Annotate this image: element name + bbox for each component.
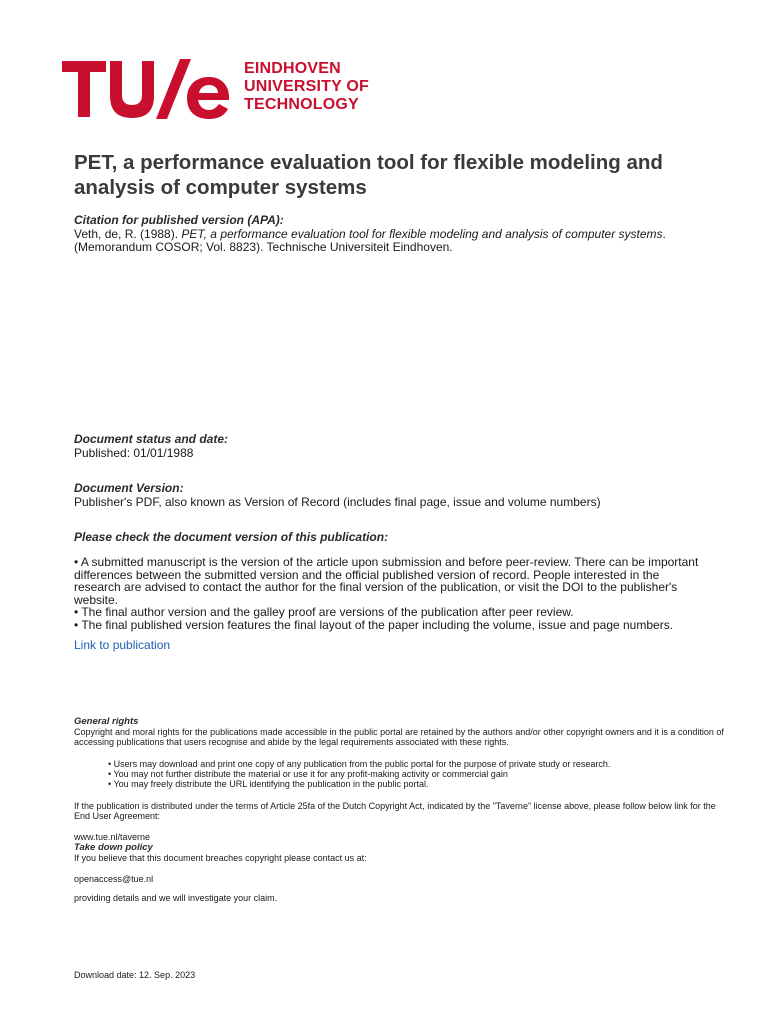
check-section [74,530,699,654]
rights-item-3: • You may freely distribute the URL identifying the publication in the public portal. [108,779,429,789]
check-label: Please check the document version of this publication: [74,530,389,544]
status-value: Published: 01/01/1988 [74,446,194,460]
citation-label: Citation for published version (APA): [74,213,284,227]
citation-line-2: (Memorandum COSOR; Vol. 8823). Technische Universiteit Eindhoven. [74,239,453,254]
check-bullet-2: • The final author version and the galley proof are versions of the publication after peer review. [74,605,574,619]
status-section [74,432,734,460]
version-value: Publisher's PDF, also known as Version of Record (includes final page, issue and volume numbers) [74,495,601,509]
rights-label: General rights [74,716,139,727]
takedown-after: providing details and we will investigate your claim. [74,893,278,903]
rights-text: Copyright and moral rights for the publications made accessible in the public portal are retained by the authors and/or other copyright owners and it is a condition of accessing publications that users recognise and abide by the legal requirements associated with these rights. [74,727,724,747]
tue-logo [62,57,392,121]
check-bullet-1: • A submitted manuscript is the version of the article upon submission and before peer-review. There can be important differences between the submitted version and the official published version of record. People interested in the research are advised to contact the author for the final version of the publication, or visit the DOI to the publisher's website. [74,555,699,607]
takedown-section [74,842,734,903]
citation-text [74,228,734,241]
check-bullet-3: • The final published version features the final layout of the paper including the volume, issue and page numbers. [74,617,674,632]
publication-link[interactable]: Link to publication [74,638,171,652]
rights-list [74,759,724,789]
citation-rest: . [662,227,666,241]
version-section [74,481,734,509]
rights-item-1: • Users may download and print one copy of any publication from the public portal for the purpose of private study or research. [108,759,611,769]
citation-work-title: PET, a performance evaluation tool for flexible modeling and analysis of computer systems [181,227,663,241]
takedown-text: If you believe that this document breaches copyright please contact us at: [74,853,367,863]
tue-logo-text [244,60,369,114]
tue-logo-mark [62,57,232,121]
status-label: Document status and date: [74,432,229,446]
citation-authors: Veth, de, R. (1988). [74,227,182,241]
takedown-email-link[interactable]: openaccess@tue.nl [74,874,154,884]
download-date: Download date: 12. Sep. 2023 [74,970,196,980]
version-label: Document Version: [74,481,184,495]
rights-item-2: • You may not further distribute the material or use it for any profit-making activity or commercial gain [108,769,508,779]
logo-line-1: EINDHOVEN [244,60,341,77]
taverne-text: If the publication is distributed under the terms of Article 25fa of the Dutch Copyright Act, indicated by the "Taverne" license above, please follow below link for the End User Agreement: [74,801,716,821]
page-title: PET, a performance evaluation tool for flexible modeling and analysis of computer systems [74,151,663,199]
logo-line-3: TECHNOLOGY [244,96,359,113]
taverne-link[interactable]: www.tue.nl/taverne [74,832,151,842]
logo-line-2: UNIVERSITY OF [244,78,369,95]
takedown-label: Take down policy [74,842,153,853]
citation-section [74,213,734,253]
rights-section [74,716,724,845]
